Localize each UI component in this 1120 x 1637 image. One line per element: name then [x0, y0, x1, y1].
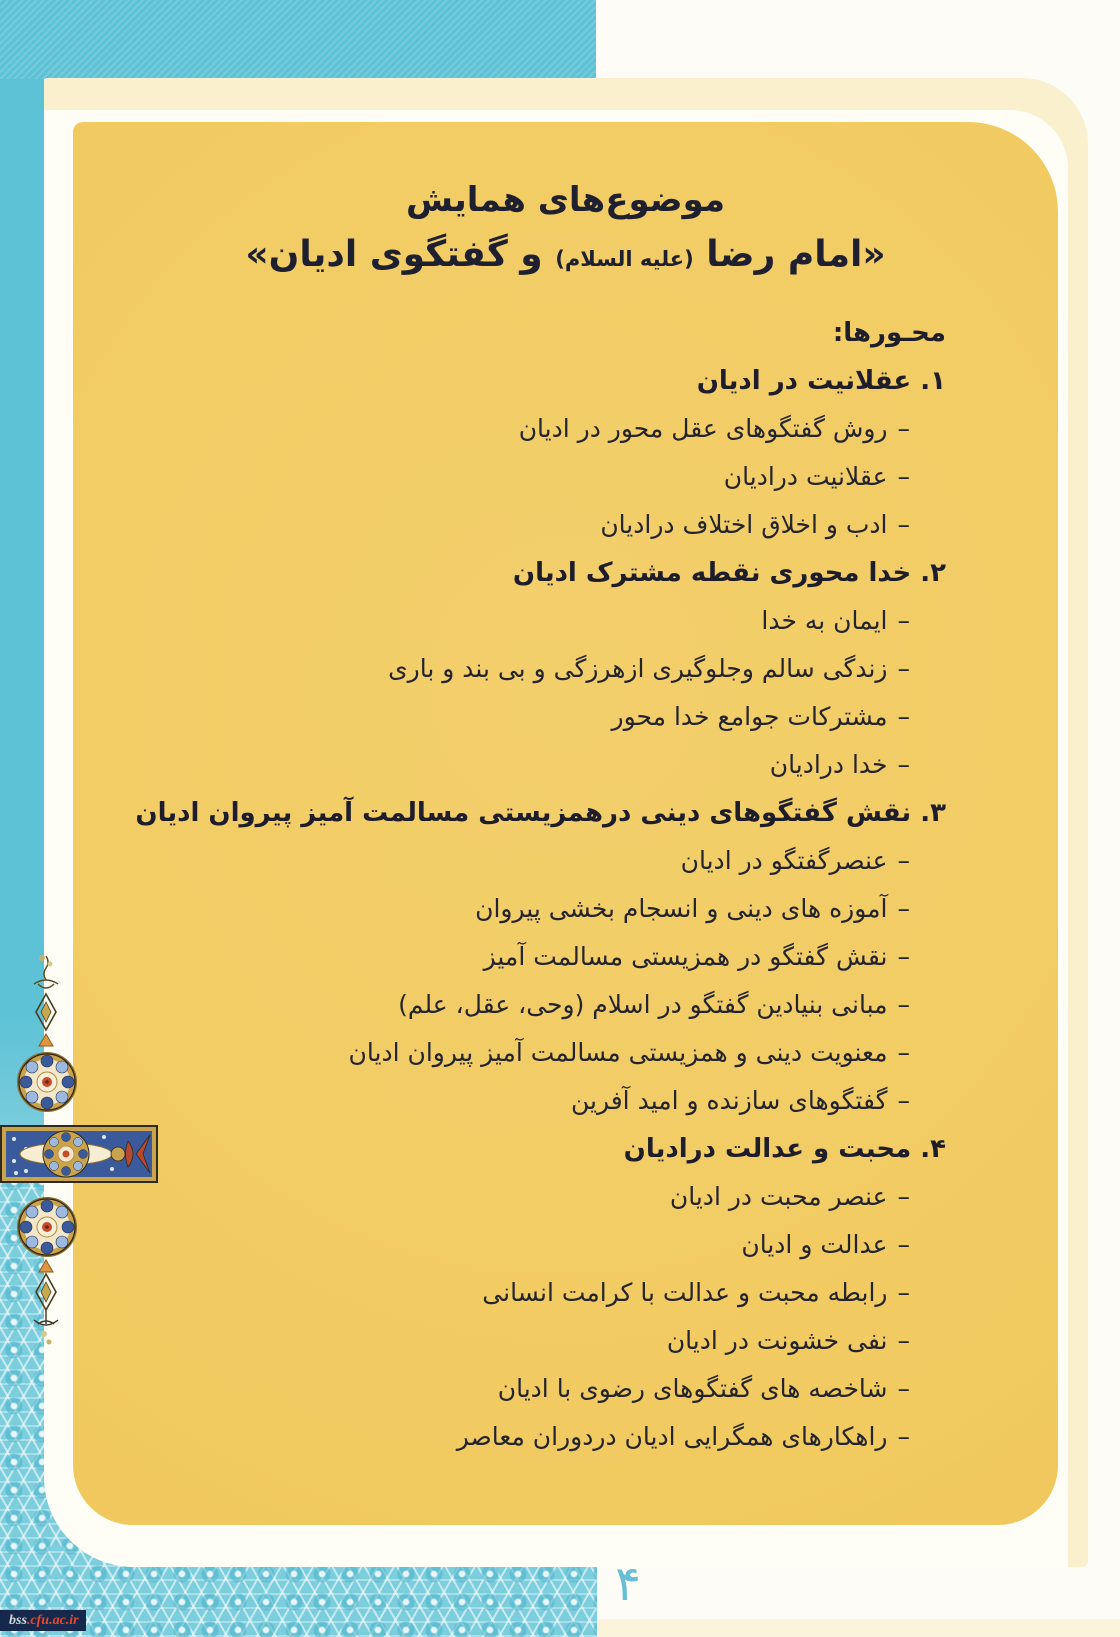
watermark: [0, 1610, 86, 1631]
topic-item: [137, 453, 946, 501]
topic-item-text: نقش گفتگو در همزیستی مسالمت آمیز: [483, 942, 888, 971]
topic-item-text: عنصرگفتگو در ادیان: [680, 846, 888, 875]
topic-item-text: خدا درادیان: [769, 750, 888, 779]
topic-item-text: گفتگوهای سازنده و امید آفرین: [570, 1086, 888, 1115]
intro-label: محـورها:: [832, 318, 946, 348]
topic-item-text: زندگی سالم وجلوگیری ازهرزگی و بی بند و باری: [388, 654, 888, 683]
topic-item: [137, 885, 946, 933]
sections-container: [137, 357, 946, 1461]
topic-item-text: شاخصه های گفتگوهای رضوی با ادیان: [497, 1374, 888, 1403]
section-heading: ۳. نقش گفتگوهای دینی درهمزیستی مسالمت آمیز پیروان ادیان: [135, 798, 946, 828]
card-title: [73, 180, 1058, 275]
topic-item: [137, 501, 946, 549]
dash-bullet: –: [897, 990, 910, 1019]
ornament-medallion-upper-icon: [15, 1050, 79, 1114]
topic-item: [137, 1269, 946, 1317]
ornament-medallion-lower-icon: [15, 1195, 79, 1259]
topic-item: [137, 837, 946, 885]
topic-item: [137, 1317, 946, 1365]
topic-item-text: عقلانیت درادیان: [723, 462, 888, 491]
topic-item-text: ادب و اخلاق اختلاف درادیان: [600, 510, 888, 539]
cream-strip-bottom-right: [597, 1619, 1120, 1637]
dash-bullet: –: [897, 1374, 910, 1403]
topic-item-text: روش گفتگوهای عقل محور در ادیان: [518, 414, 888, 443]
dash-bullet: –: [897, 1278, 910, 1307]
ornament-finial-bottom-icon: [26, 1258, 66, 1350]
topic-item: [137, 933, 946, 981]
title-line-1: موضوع‌های همایش: [405, 180, 726, 220]
dash-bullet: –: [897, 942, 910, 971]
teal-background-top-block: [0, 0, 596, 79]
watermark-prefix: bss: [9, 1613, 27, 1628]
topic-item: [137, 1413, 946, 1461]
topic-item: [137, 645, 946, 693]
topic-item-text: رابطه محبت و عدالت با کرامت انسانی: [482, 1278, 888, 1307]
watermark-suffix: .cfu.ac.ir: [26, 1613, 79, 1628]
topics-card: [73, 122, 1058, 1525]
dash-bullet: –: [897, 1086, 910, 1115]
title-line-2-suffix: و گفتگوی ادیان»: [245, 234, 556, 275]
dash-bullet: –: [897, 510, 910, 539]
topics-list: [73, 309, 1058, 1461]
topic-item: [137, 597, 946, 645]
dash-bullet: –: [897, 606, 910, 635]
dash-bullet: –: [897, 462, 910, 491]
topic-item-text: نفی خشونت در ادیان: [666, 1326, 888, 1355]
topic-item: [137, 981, 946, 1029]
section-heading: ۱. عقلانیت در ادیان: [696, 366, 946, 396]
topic-item: [137, 1221, 946, 1269]
ornament-finial-top-icon: [26, 950, 66, 1048]
dash-bullet: –: [897, 894, 910, 923]
dash-bullet: –: [897, 1038, 910, 1067]
dash-bullet: –: [897, 750, 910, 779]
dash-bullet: –: [897, 1230, 910, 1259]
topic-item-text: مشترکات جوامع خدا محور: [611, 702, 888, 731]
ornament-cartouche-icon: [0, 1125, 158, 1183]
section-heading: ۴. محبت و عدالت درادیان: [623, 1134, 946, 1164]
dash-bullet: –: [897, 654, 910, 683]
topic-item-text: ایمان به خدا: [761, 606, 888, 635]
title-honorific-small: (علیه السلام): [555, 247, 694, 271]
topic-item-text: معنویت دینی و همزیستی مسالمت آمیز پیروان ادیان: [348, 1038, 888, 1067]
topic-item-text: عنصر محبت در ادیان: [669, 1182, 888, 1211]
topic-item: [137, 693, 946, 741]
dash-bullet: –: [897, 846, 910, 875]
topic-item: [137, 405, 946, 453]
topic-item-text: مبانی بنیادین گفتگو در اسلام (وحی، عقل، علم): [398, 990, 888, 1019]
topic-item-text: عدالت و ادیان: [741, 1230, 888, 1259]
dash-bullet: –: [897, 1182, 910, 1211]
topic-item: [137, 1365, 946, 1413]
topic-item: [137, 741, 946, 789]
page-number: ۴: [615, 1556, 641, 1612]
title-line-2: [73, 234, 1058, 275]
title-line-2-prefix: «امام رضا: [693, 234, 886, 275]
section-heading: ۲. خدا محوری نقطه مشترک ادیان: [512, 558, 946, 588]
topic-item-text: راهکارهای همگرایی ادیان دردوران معاصر: [456, 1422, 888, 1451]
topic-item: [137, 1029, 946, 1077]
dash-bullet: –: [897, 414, 910, 443]
dash-bullet: –: [897, 1326, 910, 1355]
dash-bullet: –: [897, 702, 910, 731]
topic-item: [137, 1173, 946, 1221]
dash-bullet: –: [897, 1422, 910, 1451]
topic-item: [137, 1077, 946, 1125]
topic-item-text: آموزه های دینی و انسجام بخشی پیروان: [475, 894, 888, 923]
